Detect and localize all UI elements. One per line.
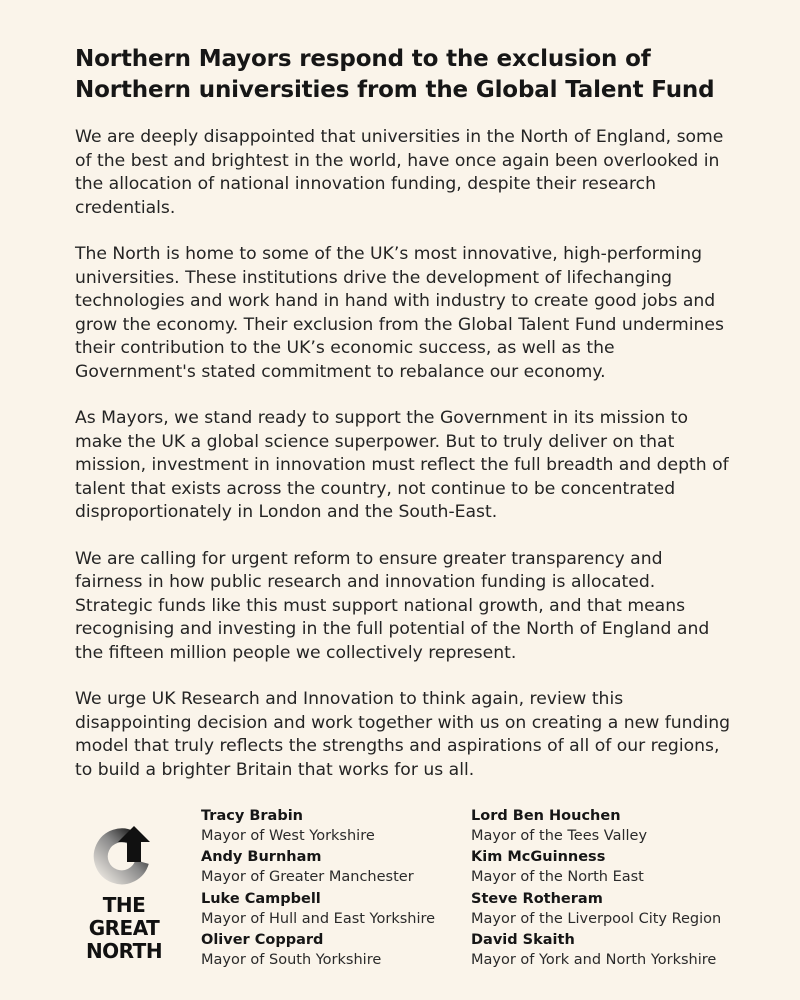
mayor-entry (201, 889, 435, 930)
mayor-role: Mayor of Greater Manchester (201, 869, 414, 886)
mayor-name: Luke Campbell (201, 890, 321, 907)
mayors-column-right (471, 806, 721, 971)
mayor-role: Mayor of the Tees Valley (471, 828, 648, 844)
mayor-role: Mayor of Hull and East Yorkshire (201, 910, 436, 927)
logo-text-great: GREAT (88, 916, 160, 940)
mayor-name: Tracy Brabin (201, 808, 303, 824)
mayor-name: David Skaith (471, 931, 575, 948)
mayor-role: Mayor of York and North Yorkshire (471, 951, 717, 968)
paragraph: We urge UK Research and Innovation to think again, review this disappointing decision and work together with us on creating a new funding model that truly reflects the strengths and aspirations of all of our regions, to build a brighter Britain that works for us all. (75, 689, 731, 780)
mayor-entry (471, 930, 721, 971)
mayor-name: Andy Burnham (201, 849, 322, 866)
mayor-entry (201, 930, 435, 971)
mayor-entry (471, 889, 721, 930)
mayor-name: Oliver Coppard (201, 931, 324, 948)
logo-text-north: NORTH (85, 939, 163, 963)
paragraph: As Mayors, we stand ready to support the Government in its mission to make the UK a global science superpower. But to truly deliver on that mission, investment in innovation must reflect the full breadth and depth of talent that exists across the country, not continue to be concentrated disproportionately in London and the South-East. (75, 408, 729, 522)
paragraph: We are deeply disappointed that universities in the North of England, some of the best and brightest in the world, have once again been overlooked in the allocation of national innovation funding, despite their research credentials. (75, 127, 724, 218)
statement-body (75, 126, 735, 782)
mayor-entry (471, 847, 721, 888)
paragraph: The North is home to some of the UK’s most innovative, high-performing universities. These institutions drive the development of lifechanging technologies and work hand in hand with industry to create good jobs and grow the economy. Their exclusion from the Global Talent Fund undermines their contribution to the UK’s economic success, as well as the Government's stated commitment to rebalance our economy. (75, 244, 724, 382)
mayor-entry (471, 806, 721, 847)
mayor-name: Kim McGuinness (471, 849, 606, 866)
mayor-role: Mayor of the Liverpool City Region (471, 910, 722, 927)
mayor-role: Mayor of West Yorkshire (201, 828, 375, 844)
paragraph: We are calling for urgent reform to ensure greater transparency and fairness in how public research and innovation funding is allocated. Strategic funds like this must support national growth, and that means recognising and investing in the full potential of the North of England and the fifteen million people we collectively represent. (75, 548, 710, 663)
mayor-entry (201, 847, 435, 888)
mayor-role: Mayor of South Yorkshire (201, 951, 382, 968)
the-great-north-logo (78, 822, 170, 962)
mayor-entry (201, 806, 435, 847)
mayor-role: Mayor of the North East (471, 869, 644, 886)
page-title: Northern Mayors respond to the exclusion of Northern universities from the Global Talent Fund (75, 46, 715, 103)
circular-arrow-icon (92, 822, 156, 888)
statement (75, 44, 735, 805)
logo-text-the: THE (102, 893, 146, 917)
mayor-name: Lord Ben Houchen (471, 808, 621, 824)
mayors-column-left (201, 806, 435, 971)
mayor-name: Steve Rotheram (471, 890, 603, 907)
signatories (0, 806, 800, 986)
